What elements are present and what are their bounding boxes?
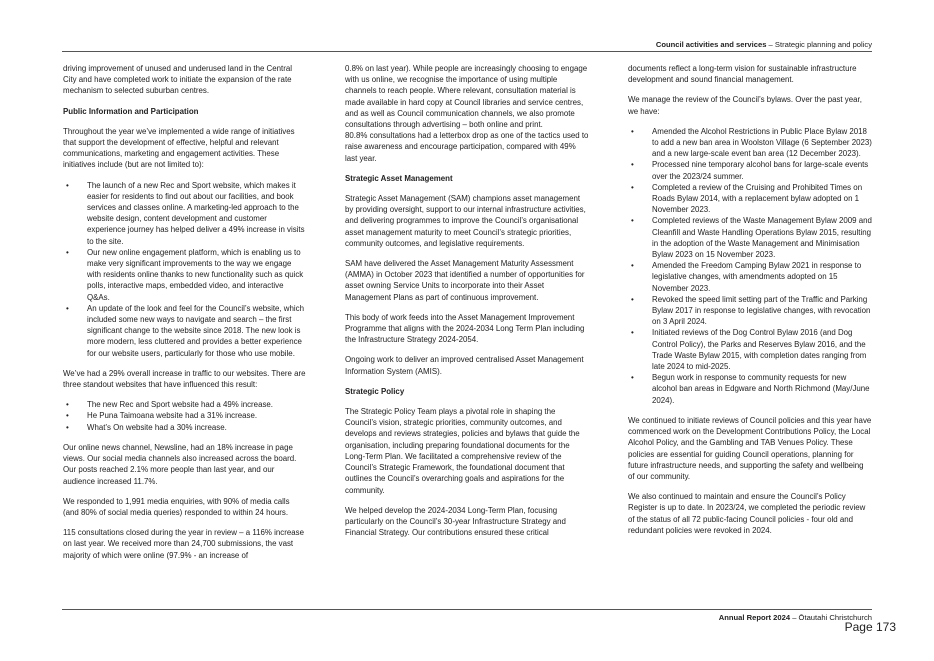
bullet-list-bylaws — [628, 126, 872, 406]
list-item: • Processed nine temporary alcohol bans for large-scale events over the 2023/24 summer. — [652, 159, 872, 181]
paragraph: We responded to 1,991 media enquiries, with 90% of media calls (and 80% of social media queries) responded to within 24 hours. — [63, 496, 290, 517]
list-item: • Amended the Alcohol Restrictions in Public Place Bylaw 2018 to add a new ban area in Woolston Village (6 September 2023) and a new large-scale event ban area (12 December 2023). — [652, 126, 872, 160]
paragraph: We manage the review of the Council’s bylaws. Over the past year, we have: — [628, 95, 862, 116]
header-section: Council activities and services — [655, 40, 767, 49]
paragraph: SAM have delivered the Asset Management Maturity Assessment (AMMA) in October 2023 that identified a number of opportunities for asset owning Service Units to incorporate into their Asset Management Plans as part of continuous improvement. — [345, 259, 585, 302]
footer-rule — [62, 609, 872, 610]
paragraph: This body of work feeds into the Asset Management Improvement Programme that aligns with the 2024-2034 Long Term Plan including the Infrastructure Strategy 2024-2054. — [345, 312, 585, 345]
list-item: • Completed reviews of the Waste Management Bylaw 2009 and Cleanfill and Waste Handling Operations Bylaw 2015, resulting in the adoption of the Waste Management and Minimisation Bylaw 2023 on 15 November 2023. — [652, 215, 872, 260]
paragraph: We’ve had a 29% overall increase in traffic to our websites. There are three standout websites that have influenced this result: — [63, 368, 306, 390]
header-rule — [62, 51, 872, 52]
list-item: • Begun work in response to community requests for new alcohol ban areas in Edgware and North Richmond (May/June 2024). — [652, 372, 872, 406]
list-item: • What’s On website had a 30% increase. — [87, 422, 307, 433]
list-item: • Revoked the speed limit setting part of the Traffic and Parking Bylaw 2017 in response to legislative changes, with revocation on 3 April 2024. — [652, 294, 872, 328]
paragraph: documents reflect a long-term vision for sustainable infrastructure development and sound financial management. — [628, 64, 857, 85]
list-item: • An update of the look and feel for the Council’s website, which included some new ways to navigate and search – the first significant change to the website since 2018. The new look is more modern, less cluttered and provides a better experience for our website users, particularly for those who use mobile. — [87, 303, 307, 359]
paragraph: We also continued to maintain and ensure the Council’s Policy Register is up to date. In 2023/24, we completed the periodic review of the status of all 72 public-facing Council policies - four old and redundant policies were revoked in 2024. — [628, 492, 866, 535]
paragraph: We continued to initiate reviews of Council policies and this year have commenced work on the Development Contributions Policy, the Local Alcohol Policy, and the Gambling and TAB Venues Policy. These policies are essential for guiding Council operations, planning for future infrastructure needs, and supporting the safety and wellbeing of our community. — [628, 415, 872, 481]
paragraph: 0.8% on last year). While people are increasingly choosing to engage with us online, we recognise the importance of using multiple channels to reach people. Where relevant, consultation material is made available in hard copy at Council libraries and service centres, and as well as Council communication channels, we also promote consultations through advertising – both online and print. — [345, 64, 588, 130]
header-subsection: Strategic planning and policy — [774, 40, 872, 49]
paragraph: Strategic Asset Management (SAM) champions asset management by providing oversight, support to our internal infrastructure activities, and delivering programmes to improve the Council’s organisational asset management maturity to meet Council’s strategic priorities, community outcomes, and legislative requirements. — [345, 194, 586, 248]
bullet-list-websites — [63, 399, 307, 433]
paragraph: We helped develop the 2024-2034 Long-Term Plan, focusing particularly on the Council’s 30-year Infrastructure Strategy and Financial Strategy. Our contributions ensured these critical — [345, 505, 566, 538]
section-heading-strategic-asset-management: Strategic Asset Management — [345, 173, 453, 183]
list-item: • Initiated reviews of the Dog Control Bylaw 2016 (and Dog Control Policy), the Parks and Reserves Bylaw 2016, and the Trade Waste Bylaw 2015, with completion dates ranging from late 2024 to mid-2025. — [652, 327, 872, 372]
paragraph: The Strategic Policy Team plays a pivotal role in shaping the Council’s vision, strategic priorities, community outcomes, and develops and reviews strategies, policies and bylaws that guide the organisation, including preparing foundational documents for the Long-Term Plan. We facilitated a comprehensive review of the Council’s Strategic Framework, the foundational document that outlines the Council’s overarching goals and aspirations for the community. — [345, 407, 580, 495]
bullet-list-initiatives — [63, 180, 307, 359]
paragraph: Ongoing work to deliver an improved centralised Asset Management Information System (AMIS). — [345, 355, 584, 376]
column-3 — [628, 63, 872, 545]
paragraph: Throughout the year we’ve implemented a wide range of initiatives that support the development of effective, helpful and relevant communications, marketing and engagement activities. These initiatives include (but are not limited to): — [63, 126, 295, 170]
page-number: Page 173 — [844, 620, 896, 634]
footer-report: Annual Report 2024 — [718, 613, 791, 622]
list-item: • Amended the Freedom Camping Bylaw 2021 in response to legislative changes, with amendments adopted on 15 November 2023. — [652, 260, 872, 294]
paragraph: Our online news channel, Newsline, had an 18% increase in page views. Our social media channels also increased across the board. Our posts reached 2.1% more people than last year, and our audience increased 11.7%. — [63, 442, 297, 486]
footer-separator: – — [790, 613, 799, 622]
list-item: • He Puna Taimoana website had a 31% increase. — [87, 410, 307, 421]
column-2 — [345, 63, 589, 547]
header-separator: – — [766, 40, 775, 49]
paragraph: 115 consultations closed during the year in review – a 116% increase on last year. We received more than 24,700 submissions, the vast majority of which were online (97.9% - an increase of — [63, 528, 304, 560]
column-1 — [63, 63, 307, 570]
paragraph: 80.8% consultations had a letterbox drop as one of the tactics used to raise awareness and encourage participation, compared with 49% last year. — [345, 131, 589, 163]
list-item: • The launch of a new Rec and Sport website, which makes it easier for residents to find out about our facilities, and book services and classes online. A marketing-led approach to the website design, content development and customer experience journey has helped deliver a 49% increase in visits to the site. — [87, 180, 307, 247]
list-item: • Completed a review of the Cruising and Prohibited Times on Roads Bylaw 2014, with a replacement bylaw adopted on 1 November 2023. — [652, 182, 872, 216]
list-item: • Our new online engagement platform, which is enabling us to make very significant improvements to the way we engage with residents online thanks to new functionality such as quick polls, interactive maps, embedded video, and interactive Q&As. — [87, 247, 307, 303]
paragraph: driving improvement of unused and underused land in the Central City and have completed work to initiate the expansion of the rate mechanism to selected suburban centres. — [63, 64, 292, 96]
footer-place: Ōtautahi Christchurch — [798, 613, 872, 622]
section-heading-public-information: Public Information and Participation — [63, 106, 199, 116]
section-heading-strategic-policy: Strategic Policy — [345, 386, 405, 396]
list-item: • The new Rec and Sport website had a 49% increase. — [87, 399, 307, 410]
running-header — [656, 40, 872, 49]
